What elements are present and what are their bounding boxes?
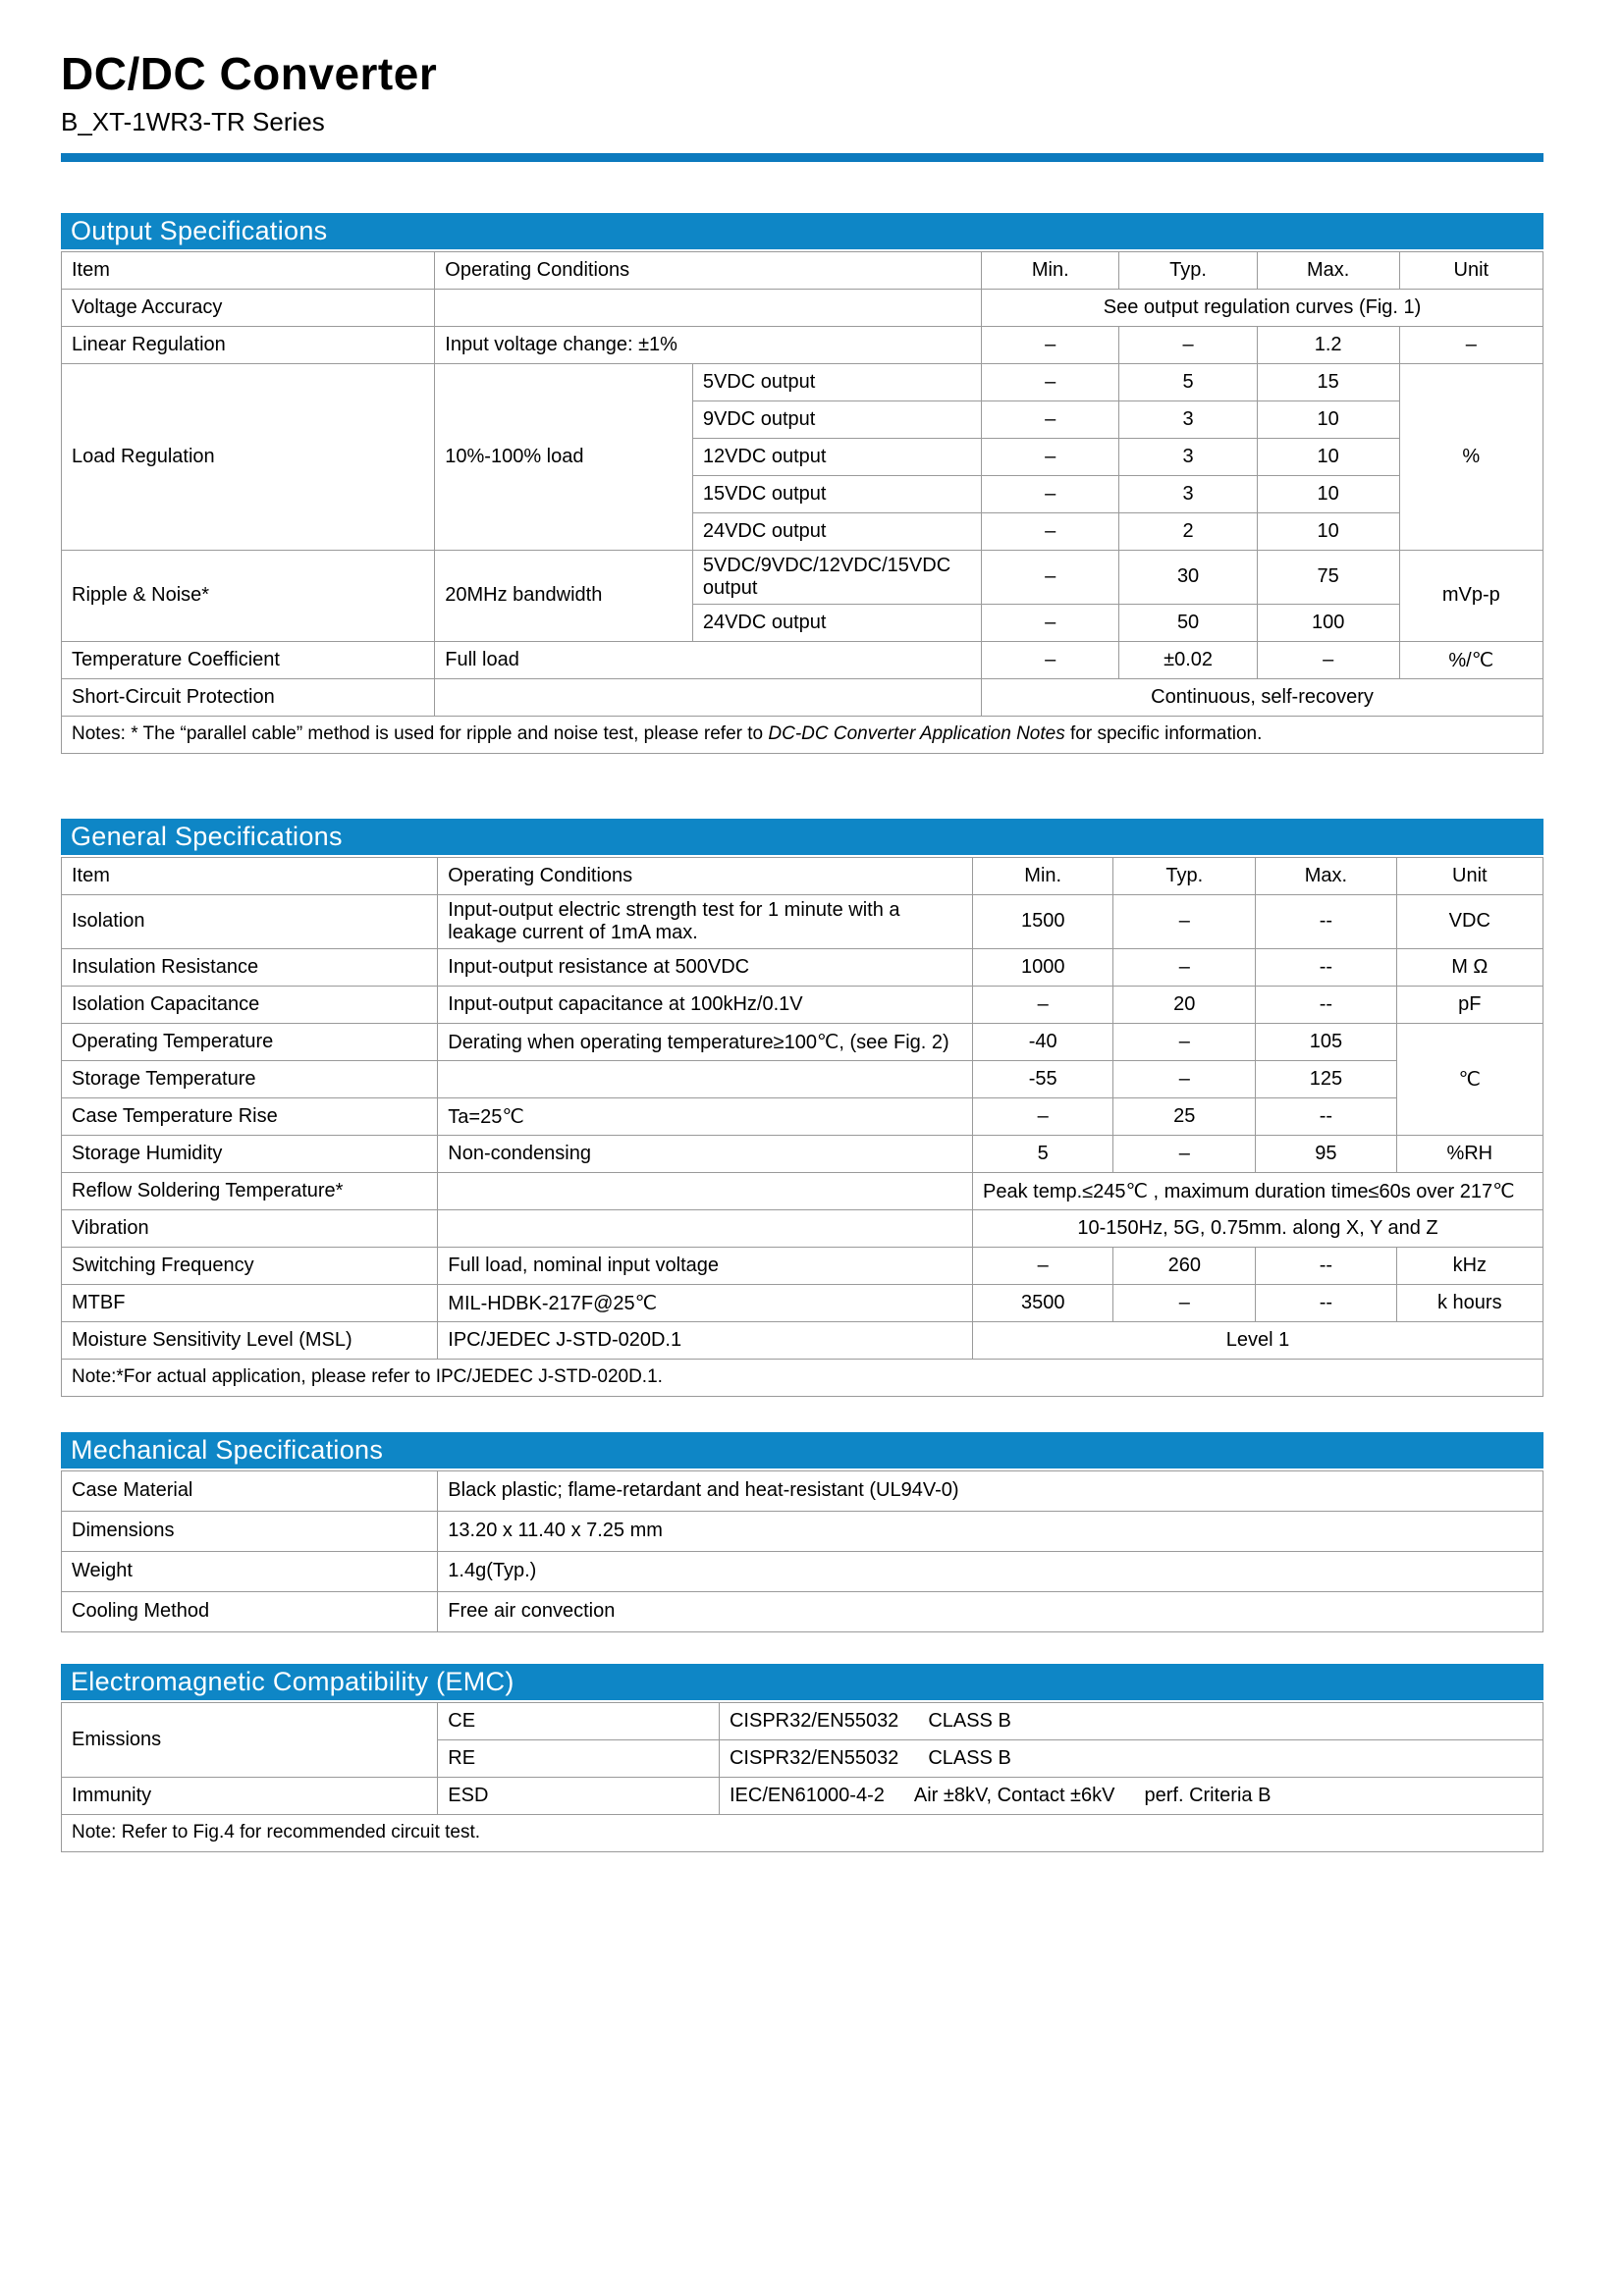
max-cell: – <box>1257 641 1399 678</box>
page-title: DC/DC Converter <box>61 48 438 99</box>
table-header-row <box>62 251 1543 289</box>
typ-cell: 20 <box>1113 986 1256 1023</box>
header-max: Max. <box>1257 251 1399 289</box>
result-text: CLASS B <box>928 1709 1011 1732</box>
section-header-general-specifications <box>61 819 1543 855</box>
unit-cell: ℃ <box>1396 1023 1543 1135</box>
typ-cell: 50 <box>1119 604 1257 641</box>
standard-text: IEC/EN61000-4-2 <box>729 1784 885 1806</box>
item-cell: Short-Circuit Protection <box>62 678 435 716</box>
page-subtitle: B_XT-1WR3-TR Series <box>61 106 325 136</box>
table-header-row <box>62 857 1543 894</box>
table-row <box>62 1511 1543 1551</box>
output-specifications-table <box>61 251 1543 754</box>
table-row <box>62 1591 1543 1631</box>
min-cell: 1000 <box>973 948 1113 986</box>
table-note-row <box>62 1814 1543 1851</box>
item-cell: Weight <box>62 1551 438 1591</box>
table-row <box>62 1135 1543 1172</box>
notes-cell <box>62 716 1543 753</box>
table-row <box>62 1172 1543 1209</box>
conditions-cell: Input-output capacitance at 100kHz/0.1V <box>438 986 973 1023</box>
max-cell: -- <box>1256 1097 1396 1135</box>
value-span-cell: See output regulation curves (Fig. 1) <box>982 289 1543 326</box>
subcondition-cell: 15VDC output <box>692 475 981 512</box>
min-cell: – <box>982 326 1119 363</box>
conditions-cell-empty <box>438 1172 973 1209</box>
value-span-cell: Continuous, self-recovery <box>982 678 1543 716</box>
test-cell: ESD <box>438 1777 720 1814</box>
max-cell: 10 <box>1257 400 1399 438</box>
item-cell: Insulation Resistance <box>62 948 438 986</box>
max-cell: 15 <box>1257 363 1399 400</box>
standard-cell <box>719 1777 1543 1814</box>
typ-cell: 30 <box>1119 550 1257 604</box>
item-cell: Reflow Soldering Temperature* <box>62 1172 438 1209</box>
header-unit: Unit <box>1399 251 1543 289</box>
item-cell: Operating Temperature <box>62 1023 438 1060</box>
item-cell: Vibration <box>62 1209 438 1247</box>
unit-cell: mVp-p <box>1399 550 1543 641</box>
unit-cell: %/℃ <box>1399 641 1543 678</box>
section-header-emc <box>61 1664 1543 1700</box>
min-cell: – <box>982 512 1119 550</box>
table-row <box>62 550 1543 604</box>
max-cell: 125 <box>1256 1060 1396 1097</box>
section-title: General Specifications <box>71 821 343 851</box>
header-typ: Typ. <box>1119 251 1257 289</box>
subcondition-cell: 24VDC output <box>692 604 981 641</box>
conditions-cell: Full load, nominal input voltage <box>438 1247 973 1284</box>
item-cell: Ripple & Noise* <box>62 550 435 641</box>
max-cell: -- <box>1256 894 1396 948</box>
table-row <box>62 1284 1543 1321</box>
conditions-cell: Non-condensing <box>438 1135 973 1172</box>
typ-cell: 260 <box>1113 1247 1256 1284</box>
max-cell: 95 <box>1256 1135 1396 1172</box>
min-cell: – <box>982 438 1119 475</box>
table-row <box>62 948 1543 986</box>
typ-cell: – <box>1113 894 1256 948</box>
section-title: Mechanical Specifications <box>71 1434 384 1465</box>
min-cell: -40 <box>973 1023 1113 1060</box>
header-item: Item <box>62 251 435 289</box>
table-row <box>62 1247 1543 1284</box>
typ-cell: 5 <box>1119 363 1257 400</box>
table-row <box>62 1023 1543 1060</box>
unit-cell: pF <box>1396 986 1543 1023</box>
standard-text: CISPR32/EN55032 <box>729 1709 899 1732</box>
min-cell: – <box>973 1247 1113 1284</box>
min-cell: – <box>982 363 1119 400</box>
value-cell: Free air convection <box>438 1591 1543 1631</box>
typ-cell: – <box>1113 948 1256 986</box>
conditions-cell: Input-output electric strength test for 1 minute with a leakage current of 1mA max. <box>438 894 973 948</box>
table-row <box>62 1551 1543 1591</box>
typ-cell: 2 <box>1119 512 1257 550</box>
typ-cell: – <box>1119 326 1257 363</box>
table-row <box>62 641 1543 678</box>
unit-cell: kHz <box>1396 1247 1543 1284</box>
table-row <box>62 363 1543 400</box>
item-cell: Case Material <box>62 1470 438 1511</box>
item-cell: Immunity <box>62 1777 438 1814</box>
title-divider-rule <box>61 153 1543 162</box>
max-cell: -- <box>1256 986 1396 1023</box>
subcondition-cell: 12VDC output <box>692 438 981 475</box>
table-row <box>62 326 1543 363</box>
table-row <box>62 1777 1543 1814</box>
min-cell: – <box>982 641 1119 678</box>
table-row <box>62 678 1543 716</box>
table-row <box>62 986 1543 1023</box>
header-conditions: Operating Conditions <box>435 251 982 289</box>
typ-cell: ±0.02 <box>1119 641 1257 678</box>
header-conditions: Operating Conditions <box>438 857 973 894</box>
section-header-output-specifications <box>61 213 1543 249</box>
item-cell: MTBF <box>62 1284 438 1321</box>
subcondition-cell: 9VDC output <box>692 400 981 438</box>
test-cell: RE <box>438 1739 720 1777</box>
value-span-cell: Level 1 <box>973 1321 1543 1359</box>
unit-cell: M Ω <box>1396 948 1543 986</box>
max-cell: 75 <box>1257 550 1399 604</box>
item-cell: Isolation Capacitance <box>62 986 438 1023</box>
min-cell: – <box>982 604 1119 641</box>
typ-cell: 25 <box>1113 1097 1256 1135</box>
table-row <box>62 289 1543 326</box>
min-cell: – <box>982 475 1119 512</box>
unit-cell: %RH <box>1396 1135 1543 1172</box>
header-min: Min. <box>982 251 1119 289</box>
max-cell: -- <box>1256 1284 1396 1321</box>
item-cell: Dimensions <box>62 1511 438 1551</box>
general-specifications-table <box>61 857 1543 1397</box>
item-cell: Storage Humidity <box>62 1135 438 1172</box>
section-title: Electromagnetic Compatibility (EMC) <box>71 1666 514 1696</box>
section-header-mechanical-specifications <box>61 1432 1543 1468</box>
min-cell: 5 <box>973 1135 1113 1172</box>
conditions-cell: IPC/JEDEC J-STD-020D.1 <box>438 1321 973 1359</box>
note-italic-text: DC-DC Converter Application Notes <box>768 723 1065 745</box>
table-row <box>62 1321 1543 1359</box>
typ-cell: – <box>1113 1135 1256 1172</box>
standard-cell <box>719 1702 1543 1739</box>
emc-table <box>61 1702 1543 1852</box>
unit-cell: % <box>1399 363 1543 550</box>
table-note-row <box>62 1359 1543 1396</box>
table-row <box>62 1209 1543 1247</box>
max-cell: 10 <box>1257 475 1399 512</box>
value-span-cell: 10-150Hz, 5G, 0.75mm. along X, Y and Z <box>973 1209 1543 1247</box>
max-cell: 10 <box>1257 438 1399 475</box>
table-row <box>62 1097 1543 1135</box>
note-text: Notes: * The “parallel cable” method is used for ripple and noise test, please refer to <box>72 723 769 745</box>
header-min: Min. <box>973 857 1113 894</box>
subcondition-cell: 24VDC output <box>692 512 981 550</box>
header-item: Item <box>62 857 438 894</box>
section-title: Output Specifications <box>71 215 328 245</box>
typ-cell: – <box>1113 1284 1256 1321</box>
max-cell: 1.2 <box>1257 326 1399 363</box>
result-text: Air ±8kV, Contact ±6kV <box>913 1784 1115 1806</box>
result-text: CLASS B <box>928 1746 1011 1769</box>
table-row <box>62 1060 1543 1097</box>
header-max: Max. <box>1256 857 1396 894</box>
item-cell: Case Temperature Rise <box>62 1097 438 1135</box>
table-note-row <box>62 716 1543 753</box>
notes-cell: Note:*For actual application, please refer to IPC/JEDEC J-STD-020D.1. <box>62 1359 1543 1396</box>
note-text: for specific information. <box>1064 723 1263 745</box>
standard-text: CISPR32/EN55032 <box>729 1746 899 1769</box>
mechanical-specifications-table <box>61 1470 1543 1632</box>
unit-cell: VDC <box>1396 894 1543 948</box>
min-cell: 1500 <box>973 894 1113 948</box>
min-cell: – <box>982 400 1119 438</box>
conditions-cell-empty <box>438 1209 973 1247</box>
criteria-text: perf. Criteria B <box>1144 1784 1272 1806</box>
min-cell: – <box>973 986 1113 1023</box>
typ-cell: 3 <box>1119 438 1257 475</box>
conditions-cell-empty <box>435 289 982 326</box>
min-cell: – <box>982 550 1119 604</box>
min-cell: – <box>973 1097 1113 1135</box>
max-cell: 105 <box>1256 1023 1396 1060</box>
header-typ: Typ. <box>1113 857 1256 894</box>
subcondition-cell: 5VDC output <box>692 363 981 400</box>
item-cell: Switching Frequency <box>62 1247 438 1284</box>
item-cell: Temperature Coefficient <box>62 641 435 678</box>
min-cell: -55 <box>973 1060 1113 1097</box>
conditions-cell: MIL-HDBK-217F@25℃ <box>438 1284 973 1321</box>
typ-cell: – <box>1113 1060 1256 1097</box>
conditions-cell: Ta=25℃ <box>438 1097 973 1135</box>
item-cell: Linear Regulation <box>62 326 435 363</box>
item-cell: Storage Temperature <box>62 1060 438 1097</box>
conditions-cell: Full load <box>435 641 982 678</box>
unit-cell: – <box>1399 326 1543 363</box>
test-cell: CE <box>438 1702 720 1739</box>
subcondition-cell: 5VDC/9VDC/12VDC/15VDC output <box>692 550 981 604</box>
standard-cell <box>719 1739 1543 1777</box>
item-cell: Voltage Accuracy <box>62 289 435 326</box>
item-cell: Isolation <box>62 894 438 948</box>
value-span-cell: Peak temp.≤245℃ , maximum duration time≤60s over 217℃ <box>973 1172 1543 1209</box>
unit-cell: k hours <box>1396 1284 1543 1321</box>
value-cell: 1.4g(Typ.) <box>438 1551 1543 1591</box>
conditions-cell: Input voltage change: ±1% <box>435 326 982 363</box>
item-cell: Emissions <box>62 1702 438 1777</box>
header-unit: Unit <box>1396 857 1543 894</box>
table-row <box>62 1702 1543 1739</box>
conditions-cell: Derating when operating temperature≥100℃, (see Fig. 2) <box>438 1023 973 1060</box>
table-row <box>62 894 1543 948</box>
max-cell: -- <box>1256 948 1396 986</box>
min-cell: 3500 <box>973 1284 1113 1321</box>
max-cell: 10 <box>1257 512 1399 550</box>
item-cell: Cooling Method <box>62 1591 438 1631</box>
typ-cell: 3 <box>1119 400 1257 438</box>
conditions-cell: Input-output resistance at 500VDC <box>438 948 973 986</box>
table-row <box>62 1470 1543 1511</box>
conditions-cell: 20MHz bandwidth <box>435 550 693 641</box>
typ-cell: 3 <box>1119 475 1257 512</box>
value-cell: 13.20 x 11.40 x 7.25 mm <box>438 1511 1543 1551</box>
value-cell: Black plastic; flame-retardant and heat-resistant (UL94V-0) <box>438 1470 1543 1511</box>
max-cell: -- <box>1256 1247 1396 1284</box>
conditions-cell-empty <box>438 1060 973 1097</box>
notes-cell: Note: Refer to Fig.4 for recommended circuit test. <box>62 1814 1543 1851</box>
typ-cell: – <box>1113 1023 1256 1060</box>
item-cell: Moisture Sensitivity Level (MSL) <box>62 1321 438 1359</box>
conditions-cell: 10%-100% load <box>435 363 693 550</box>
conditions-cell-empty <box>435 678 982 716</box>
max-cell: 100 <box>1257 604 1399 641</box>
item-cell: Load Regulation <box>62 363 435 550</box>
